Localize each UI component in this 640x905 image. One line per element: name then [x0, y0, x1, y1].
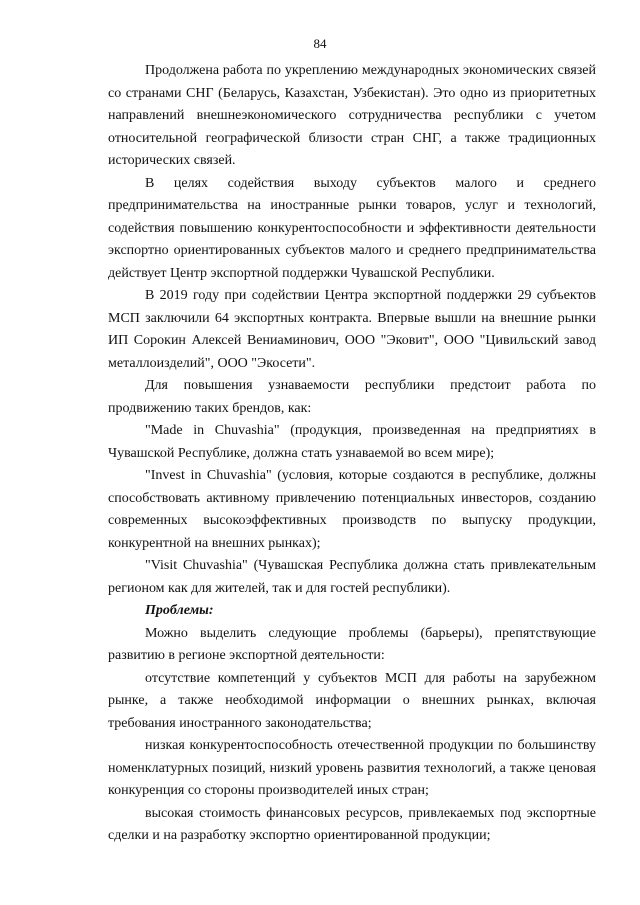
paragraph-cis-cooperation: Продолжена работа по укреплению международных экономических связей со странами СНГ (Беларусь, Казахстан, Узбекистан). Это одно из приоритетных направлений внешнеэкономического сотрудничества республики с учетом относительной географической близости стран СНГ, а также традиционных исторических связей. — [108, 63, 596, 168]
paragraph-problem-finance-cost: высокая стоимость финансовых ресурсов, привлекаемых под экспортные сделки и на разработку экспортно ориентированной продукции; — [108, 805, 596, 843]
paragraph-brand-invest-in: "Invest in Chuvashia" (условия, которые создаются в республике, должны способствовать активному привлечению потенциальных инвесторов, созданию современных высокоэффективных производств по выпуску продукции, конкурентной на внешних рынках); — [108, 468, 596, 551]
paragraph-brand-made-in: "Made in Chuvashia" (продукция, произведенная на предприятиях в Чувашской Республике, должна стать узнаваемой во всем мире); — [108, 423, 596, 461]
paragraph-problem-competencies: отсутствие компетенций у субъектов МСП для работы на зарубежном рынке, а также необходимой информации о внешних рынках, включая требования иностранного законодательства; — [108, 670, 596, 731]
paragraph-brand-visit: "Visit Chuvashia" (Чувашская Республика должна стать привлекательным регионом как для жителей, так и для гостей республики). — [108, 558, 596, 596]
section-heading-problems: Проблемы: — [145, 603, 214, 618]
paragraph-problems-intro: Можно выделить следующие проблемы (барьеры), препятствующие развитию в регионе экспортной деятельности: — [108, 625, 596, 663]
paragraph-export-center: В целях содействия выходу субъектов малого и среднего предпринимательства на иностранные рынки товаров, услуг и технологий, содействия повышению конкурентоспособности и эффективности деятельности экспортно ориентированных субъектов малого и среднего предпринимательства действует Центр экспортной поддержки Чувашской Республики. — [108, 175, 596, 281]
page-number: 84 — [313, 36, 327, 51]
paragraph-export-contracts: В 2019 году при содействии Центра экспортной поддержки 29 субъектов МСП заключили 64 экспортных контракта. Впервые вышли на внешние рынки ИП Сорокин Алексей Вениаминович, ООО "Эковит", ООО "Цивильский завод металлоизделий", ООО "Экосети". — [108, 288, 596, 371]
paragraph-problem-competitiveness: низкая конкурентоспособность отечественной продукции по большинству номенклатурных позиций, низкий уровень развития технологий, а также ценовая конкуренция со стороны производителей иных стран; — [108, 738, 596, 798]
body-text — [108, 60, 596, 848]
paragraph-brands-intro: Для повышения узнаваемости республики предстоит работа по продвижению таких брендов, как: — [108, 378, 596, 416]
